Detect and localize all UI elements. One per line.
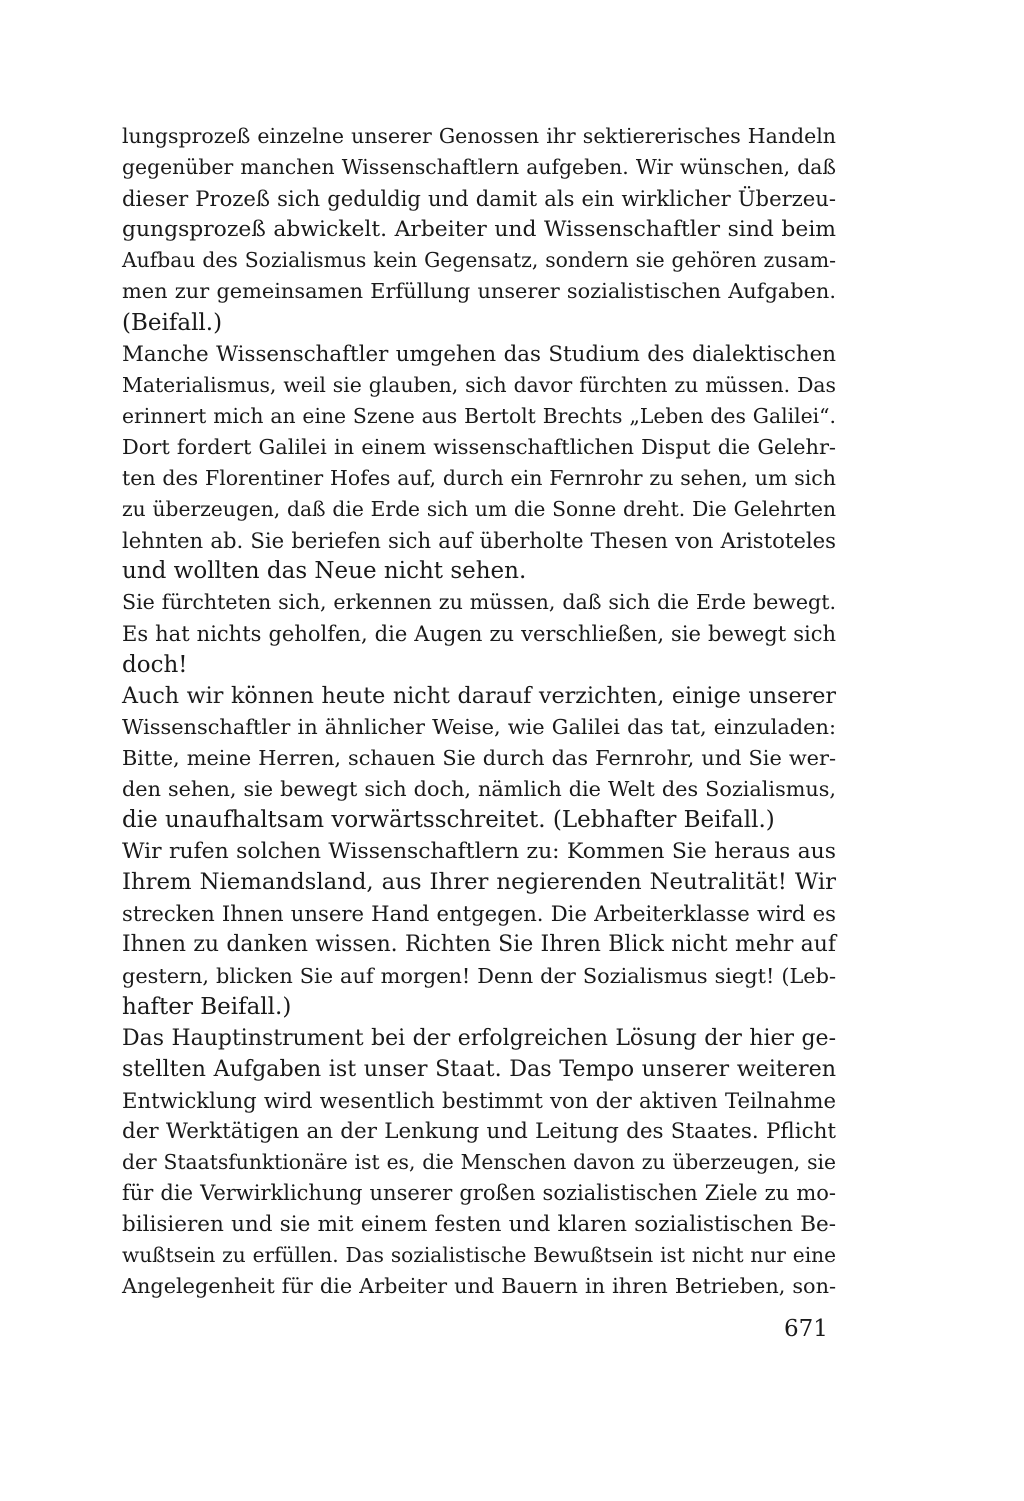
- text-line: zu überzeugen, daß die Erde sich um die Sonne dreht. Die Gelehrten: [122, 497, 836, 522]
- text-line: die unaufhaltsam vorwärtsschreitet. (Lebhafter Beifall.): [122, 807, 775, 834]
- text-line: und wollten das Neue nicht sehen.: [122, 558, 527, 585]
- text-line: Es hat nichts geholfen, die Augen zu verschließen, sie bewegt sich: [122, 621, 836, 646]
- text-line: strecken Ihnen unsere Hand entgegen. Die Arbeiterklasse wird es: [122, 901, 836, 927]
- text-line: (Beifall.): [122, 309, 223, 336]
- text-line: dieser Prozeß sich geduldig und damit als ein wirklicher Überzeu-: [122, 186, 836, 212]
- text-line: erinnert mich an eine Szene aus Bertolt Brechts „Leben des Galilei“.: [122, 403, 836, 428]
- text-line: stellten Aufgaben ist unser Staat. Das Tempo unserer weiteren: [122, 1055, 836, 1082]
- text-line: men zur gemeinsamen Erfüllung unserer sozialistischen Aufgaben.: [122, 279, 836, 304]
- text-line: wußtsein zu erfüllen. Das sozialistische Bewußtsein ist nicht nur eine: [122, 1243, 836, 1268]
- text-line: lungsprozeß einzelne unserer Genossen ihr sektiererisches Handeln: [122, 124, 836, 148]
- text-line: Entwicklung wird wesentlich bestimmt von der aktiven Teilnahme: [122, 1087, 836, 1113]
- text-line: der Staatsfunktionäre ist es, die Menschen davon zu überzeugen, sie: [122, 1150, 836, 1175]
- text-line: Wir rufen solchen Wissenschaftlern zu: Kommen Sie heraus aus: [122, 839, 836, 865]
- text-line: bilisieren und sie mit einem festen und klaren sozialistischen Be-: [122, 1212, 836, 1238]
- text-line: ten des Florentiner Hofes auf, durch ein Fernrohr zu sehen, um sich: [122, 466, 836, 491]
- text-line: gegenüber manchen Wissenschaftlern aufgeben. Wir wünschen, daß: [122, 155, 836, 180]
- text-line: Auch wir können heute nicht darauf verzichten, einige unserer: [122, 682, 836, 709]
- text-line: Aufbau des Sozialismus kein Gegensatz, sondern sie gehören zusam-: [122, 248, 836, 273]
- text-line: Das Hauptinstrument bei der erfolgreichen Lösung der hier ge-: [122, 1025, 836, 1051]
- text-line: der Werktätigen an der Lenkung und Leitung des Staates. Pflicht: [122, 1119, 836, 1144]
- text-line: für die Verwirklichung unserer großen sozialistischen Ziele zu mo-: [122, 1181, 836, 1206]
- text-line: hafter Beifall.): [122, 993, 292, 1020]
- text-line: Ihnen zu danken wissen. Richten Sie Ihren Blick nicht mehr auf: [122, 932, 836, 958]
- text-line: gungsprozeß abwickelt. Arbeiter und Wissenschaftler sind beim: [122, 217, 836, 243]
- text-line: Materialismus, weil sie glauben, sich davor fürchten zu müssen. Das: [122, 372, 836, 397]
- text-line: Sie fürchteten sich, erkennen zu müssen, daß sich die Erde bewegt.: [122, 590, 836, 615]
- text-line: Bitte, meine Herren, schauen Sie durch das Fernrohr, und Sie wer-: [122, 745, 836, 770]
- text-line: Wissenschaftler in ähnlicher Weise, wie Galilei das tat, einzuladen:: [122, 714, 836, 739]
- text-line: Angelegenheit für die Arbeiter und Bauern in ihren Betrieben, son-: [122, 1274, 836, 1299]
- text-line: den sehen, sie bewegt sich doch, nämlich die Welt des Sozialismus,: [122, 776, 836, 801]
- page-number: 671: [784, 1316, 828, 1342]
- text-line: gestern, blicken Sie auf morgen! Denn der Sozialismus siegt! (Leb-: [122, 963, 836, 988]
- body-text: [122, 121, 836, 1303]
- text-line: doch!: [122, 651, 188, 678]
- text-line: lehnten ab. Sie beriefen sich auf überholte Thesen von Aristoteles: [122, 528, 836, 554]
- text-line: Manche Wissenschaftler umgehen das Studium des dialektischen: [122, 341, 836, 367]
- text-line: Ihrem Niemandsland, aus Ihrer negierenden Neutralität! Wir: [122, 869, 836, 896]
- text-line: Dort fordert Galilei in einem wissenschaftlichen Disput die Gelehr-: [122, 434, 836, 459]
